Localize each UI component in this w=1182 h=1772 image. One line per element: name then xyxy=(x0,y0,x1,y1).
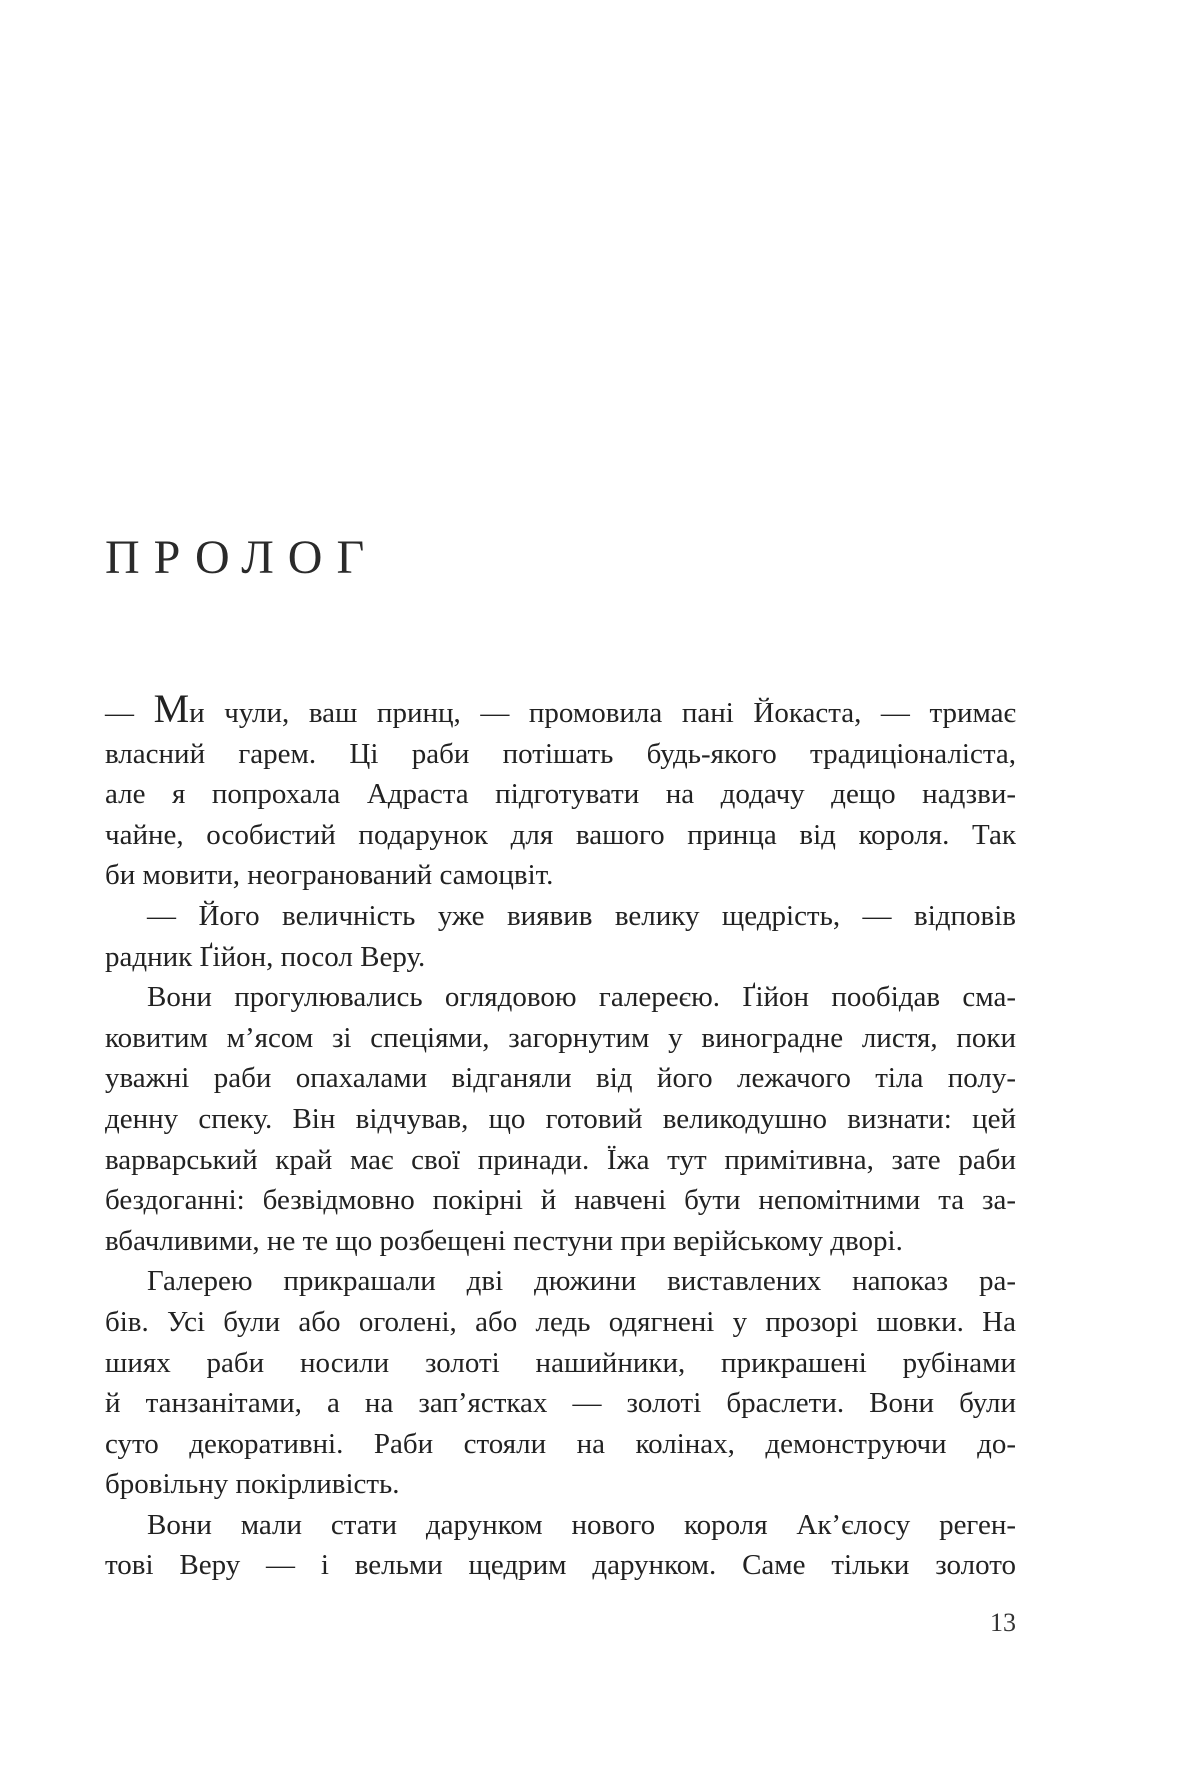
text-line: ковитим м’ясом зі спеціями, загорнутим у виноградне листя, поки xyxy=(105,1021,1016,1054)
text-line: вбачливими, не те що розбещені пестуни при верійському дворі. xyxy=(105,1224,903,1257)
body-text xyxy=(105,686,1017,1586)
text-line: — Ми чули, ваш принц, — промовила пані Йокаста, — тримає xyxy=(105,686,1017,731)
text-line: тові Веру — і вельми щедрим дарунком. Саме тільки золото xyxy=(105,1549,1016,1582)
text-line: — Його величність уже виявив велику щедрість, — відповів xyxy=(147,899,1016,932)
text-line: денну спеку. Він відчував, що готовий великодушно визнати: цей xyxy=(105,1102,1016,1135)
text-line: варварський край має свої принади. Їжа тут примітивна, зате раби xyxy=(105,1143,1016,1176)
text-line: Галерею прикрашали дві дюжини виставлених напоказ ра- xyxy=(147,1265,1016,1298)
text-line: Вони мали стати дарунком нового короля Ак’єлосу реген- xyxy=(147,1508,1016,1541)
text-line: суто декоративні. Раби стояли на колінах, демонструючи до- xyxy=(105,1427,1016,1460)
em-dash: — xyxy=(105,697,154,729)
text-line: але я попрохала Адраста підготувати на додачу дещо надзви- xyxy=(105,778,1016,811)
text-line: бів. Усі були або оголені, або ледь одягнені у прозорі шовки. На xyxy=(105,1305,1016,1338)
text-line: бровільну покірливість. xyxy=(105,1468,400,1501)
chapter-title: ПРОЛОГ xyxy=(105,531,379,584)
page-number: 13 xyxy=(990,1608,1016,1637)
text-line: би мовити, неогранований самоцвіт. xyxy=(105,859,554,892)
text-line: власний гарем. Ці раби потішать будь-якого традиціоналіста, xyxy=(105,737,1016,770)
text-line: уважні раби опахалами відганяли від його лежачого тіла полу- xyxy=(105,1062,1016,1095)
text-line: радник Ґійон, посол Веру. xyxy=(105,940,426,973)
text-line: бездоганні: безвідмовно покірні й навчені бути непомітними та за- xyxy=(105,1184,1016,1217)
text-line: й танзанітами, а на зап’ястках — золоті браслети. Вони були xyxy=(105,1387,1016,1420)
drop-cap-letter: М xyxy=(153,686,190,731)
text-line: чайне, особистий подарунок для вашого принца від короля. Так xyxy=(105,818,1016,851)
text-line: шиях раби носили золоті нашийники, прикрашені рубінами xyxy=(105,1346,1016,1379)
text-line: Вони прогулювались оглядовою галереєю. Ґійон пообідав сма- xyxy=(147,981,1016,1014)
